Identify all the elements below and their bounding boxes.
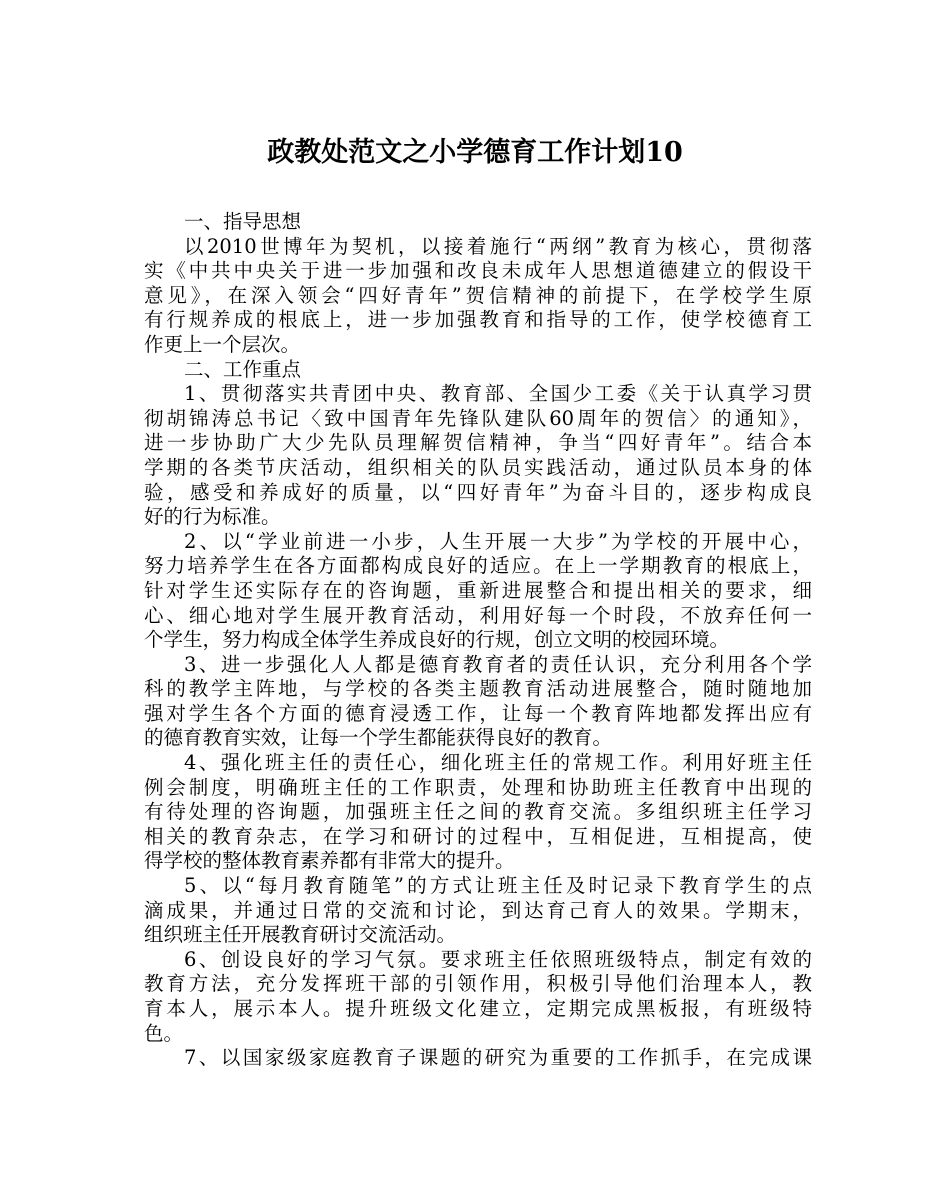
text-line: 个学生，努力构成全体学生养成良好的行规，创立文明的校园环境。	[144, 628, 730, 652]
text-line: 2、以“学业前进一小步，人生开展一大步”为学校的开展中心，	[184, 529, 812, 553]
text-line: 以2010世博年为契机，以接着施行“两纲”教育为核心，贯彻落	[184, 234, 812, 258]
text-line: 意见》，在深入领会“四好青年”贺信精神的前提下，在学校学生原	[144, 283, 812, 307]
text-line: 有行规养成的根底上，进一步加强教育和指导的工作，使学校德育工	[144, 308, 812, 332]
text-line: 二、工作重点	[184, 357, 302, 381]
text-line: 有待处理的咨询题，加强班主任之间的教育交流。多组织班主任学习	[144, 800, 812, 824]
text-line: 的德育教育实效，让每一个学生都能获得良好的教育。	[144, 726, 613, 750]
text-line: 6、创设良好的学习气氛。要求班主任依照班级特点，制定有效的	[184, 947, 812, 971]
text-line: 彻胡锦涛总书记〈致中国青年先锋队建队60周年的贺信〉的通知》，	[144, 406, 812, 430]
text-line: 组织班主任开展教育研讨交流活动。	[144, 923, 457, 947]
text-line: 例会制度，明确班主任的工作职责，处理和协助班主任教育中出现的	[144, 775, 812, 799]
text-line: 进一步协助广大少先队员理解贺信精神，争当“四好青年”。结合本	[144, 431, 812, 455]
text-line: 滴成果，并通过日常的交流和讨论，到达育己育人的效果。学期末，	[144, 898, 812, 922]
text-line: 一、指导思想	[184, 210, 302, 233]
text-line: 针对学生还实际存在的咨询题，重新进展整合和提出相关的要求，细	[144, 578, 812, 602]
document-body	[144, 210, 812, 1071]
text-line: 4、强化班主任的责任心，细化班主任的常规工作。利用好班主任	[184, 751, 812, 775]
text-line: 学期的各类节庆活动，组织相关的队员实践活动，通过队员本身的体	[144, 455, 812, 479]
document-title: 政教处范文之小学德育工作计划10	[267, 137, 683, 168]
text-line: 心、细心地对学生展开教育活动，利用好每一个时段，不放弃任何一	[144, 603, 812, 627]
text-line: 好的行为标准。	[144, 505, 281, 529]
text-line: 作更上一个层次。	[144, 332, 301, 356]
text-line: 强对学生各个方面的德育浸透工作，让每一个教育阵地都发挥出应有	[144, 701, 812, 725]
text-line: 3、进一步强化人人都是德育教育者的责任认识，充分利用各个学	[184, 652, 812, 676]
text-line: 实《中共中央关于进一步加强和改良未成年人思想道德建立的假设干	[144, 259, 812, 283]
text-line: 相关的教育杂志，在学习和研讨的过程中，互相促进，互相提高，使	[144, 824, 812, 848]
text-line: 验，感受和养成好的质量，以“四好青年”为奋斗目的，逐步构成良	[144, 480, 812, 504]
text-line: 得学校的整体教育素养都有非常大的提升。	[144, 849, 515, 873]
text-line: 努力培养学生在各方面都构成良好的适应。在上一学期教育的根底上，	[144, 554, 812, 578]
text-line: 色。	[144, 1021, 184, 1045]
text-line: 教育方法，充分发挥班干部的引领作用，积极引导他们治理本人，教	[144, 972, 812, 996]
text-line: 育本人，展示本人。提升班级文化建立，定期完成黑板报，有班级特	[144, 997, 812, 1020]
text-line: 1、贯彻落实共青团中央、教育部、全国少工委《关于认真学习贯	[184, 382, 812, 406]
text-line: 5、以“每月教育随笔”的方式让班主任及时记录下教育学生的点	[184, 874, 812, 898]
text-line: 7、以国家级家庭教育子课题的研究为重要的工作抓手，在完成课	[184, 1046, 812, 1070]
text-line: 科的教学主阵地，与学校的各类主题教育活动进展整合，随时随地加	[144, 677, 812, 701]
